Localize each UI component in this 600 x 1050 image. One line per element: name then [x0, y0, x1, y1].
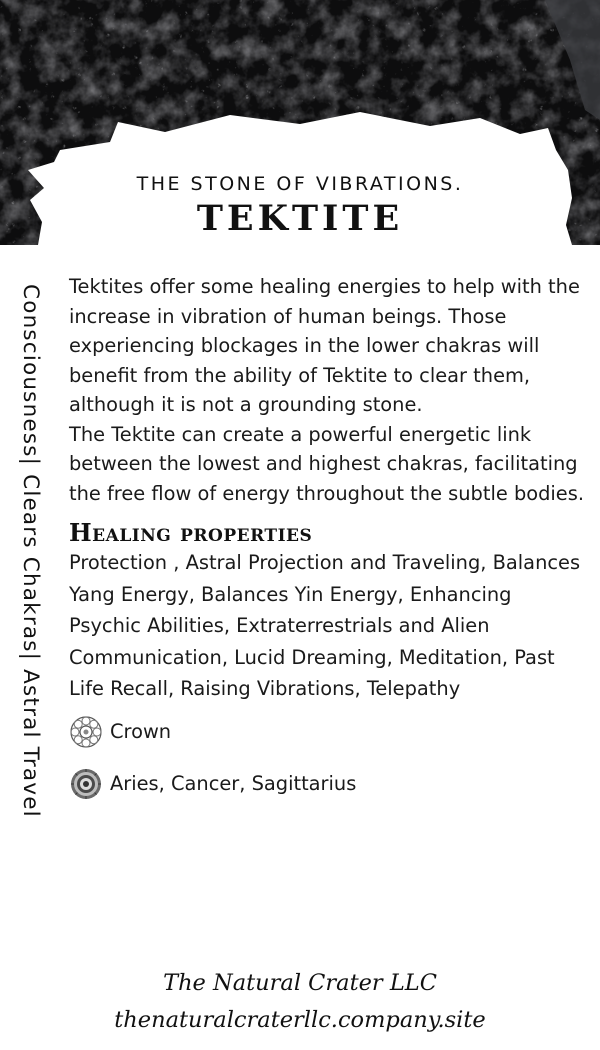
description-paragraph-1: Tektites offer some healing energies to help with the increase in vibration of human beings. Those experiencing blockages in the lower chakras will benefit from the ability of Tektite to clear them, although it is not a grounding stone.: [69, 275, 580, 416]
company-name: The Natural Crater LLC: [163, 970, 437, 996]
company-website: thenaturalcraterllc.company.site: [114, 1007, 486, 1033]
zodiac-label: Aries, Cancer, Sagittarius: [110, 772, 357, 795]
stone-title: TEKTITE: [196, 198, 404, 239]
description-paragraph-2: The Tektite can create a powerful energetic link between the lowest and highest chakras, facilitating the free flow of energy throughout the subtle bodies.: [69, 422, 585, 505]
main-content: [69, 272, 589, 801]
chakra-row: [69, 715, 589, 749]
banner-subtitle: THE STONE OF VIBRATIONS.: [136, 173, 464, 195]
zodiac-wheel-icon: [69, 767, 103, 801]
healing-properties-list: Protection , Astral Projection and Traveling, Balances Yang Energy, Balances Yin Energy, Enhancing Psychic Abilities, Extraterrestrials and Alien Communication, Lucid Dreaming, Meditation, Past Life Recall, Raising Vibrations, Telepathy: [69, 551, 581, 700]
healing-properties-heading: Healing properties: [69, 518, 313, 547]
chakra-label: Crown: [110, 720, 172, 743]
vertical-keywords-text: Consciousness| Clears Chakras| Astral Travel: [18, 284, 43, 818]
footer: [0, 965, 600, 1039]
crown-chakra-icon: [69, 715, 103, 749]
vertical-keywords: [17, 284, 43, 914]
stone-hero-banner: [0, 0, 600, 245]
zodiac-row: [69, 767, 589, 801]
